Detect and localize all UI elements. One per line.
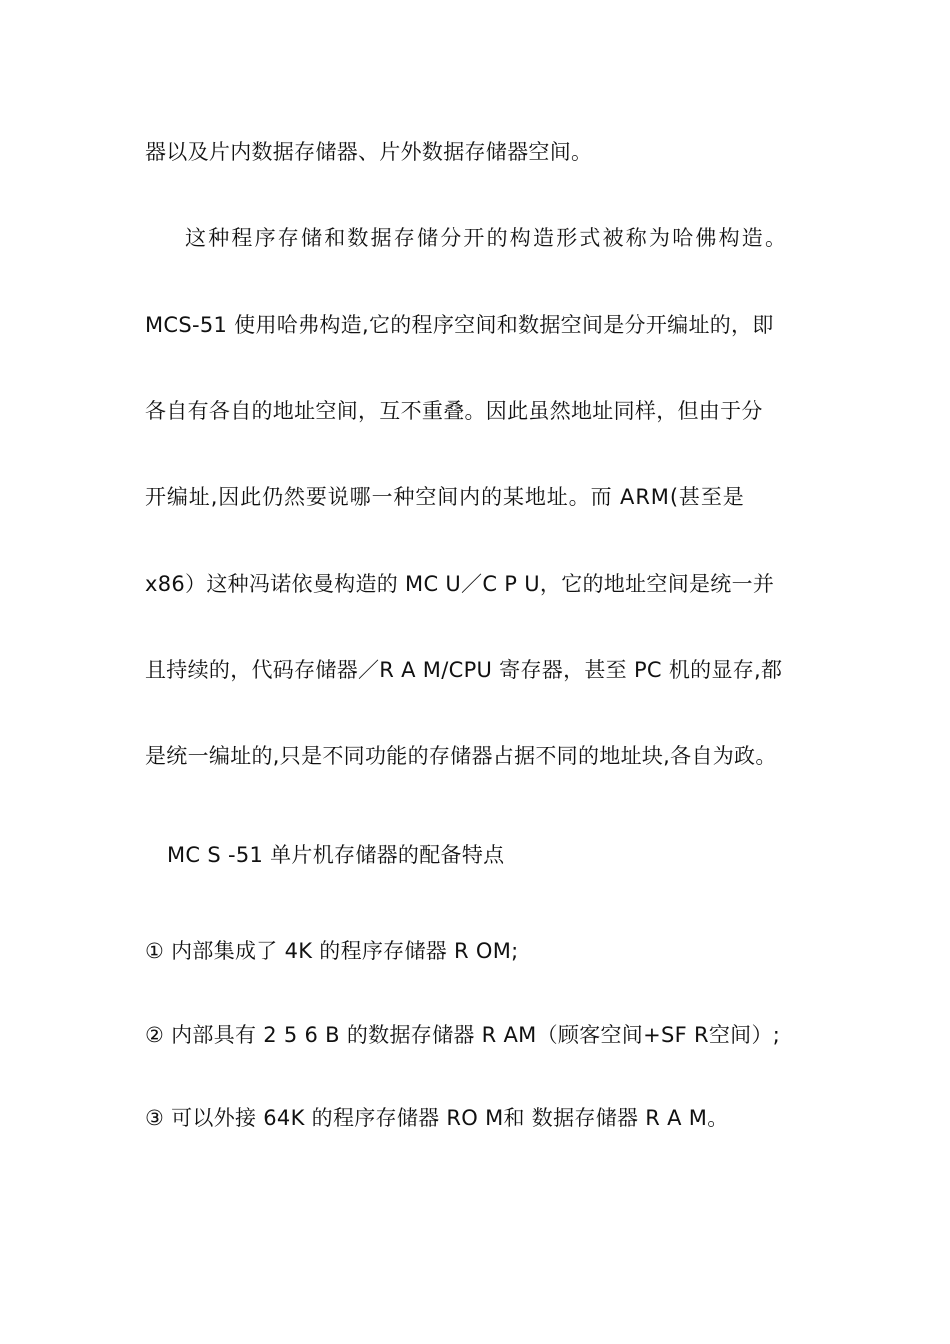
list-item-3: ③ 可以外接 64K 的程序存储器 RO M和 数据存储器 R A M。 [145,1106,729,1130]
paragraph-line-6: x86）这种冯诺依曼构造的 MC U／C P U，它的地址空间是统一并 [145,572,775,596]
paragraph-line-3: MCS-51 使用哈弗构造,它的程序空间和数据空间是分开编址的，即 [145,313,774,337]
paragraph-line-8: 是统一编址的,只是不同功能的存储器占据不同的地址块,各自为政。 [145,744,777,768]
paragraph-line-5: 开编址,因此仍然要说哪一种空间内的某地址。而 ARM(甚至是 [145,485,745,509]
section-heading: MC S -51 单片机存储器的配备特点 [167,843,505,867]
paragraph-line-2: 这种程序存储和数据存储分开的构造形式被称为哈佛构造。 [185,226,789,250]
paragraph-line-4: 各自有各自的地址空间，互不重叠。因此虽然地址同样，但由于分 [145,399,763,423]
list-item-2: ② 内部具有 2 5 6 B 的数据存储器 R AM（顾客空间+SF R空间）; [145,1023,781,1047]
paragraph-line-7: 且持续的，代码存储器／R A M/CPU 寄存器，甚至 PC 机的显存,都 [145,658,783,682]
paragraph-line-1: 器以及片内数据存储器、片外数据存储器空间。 [145,140,593,164]
list-item-1: ① 内部集成了 4K 的程序存储器 R OM; [145,939,519,963]
